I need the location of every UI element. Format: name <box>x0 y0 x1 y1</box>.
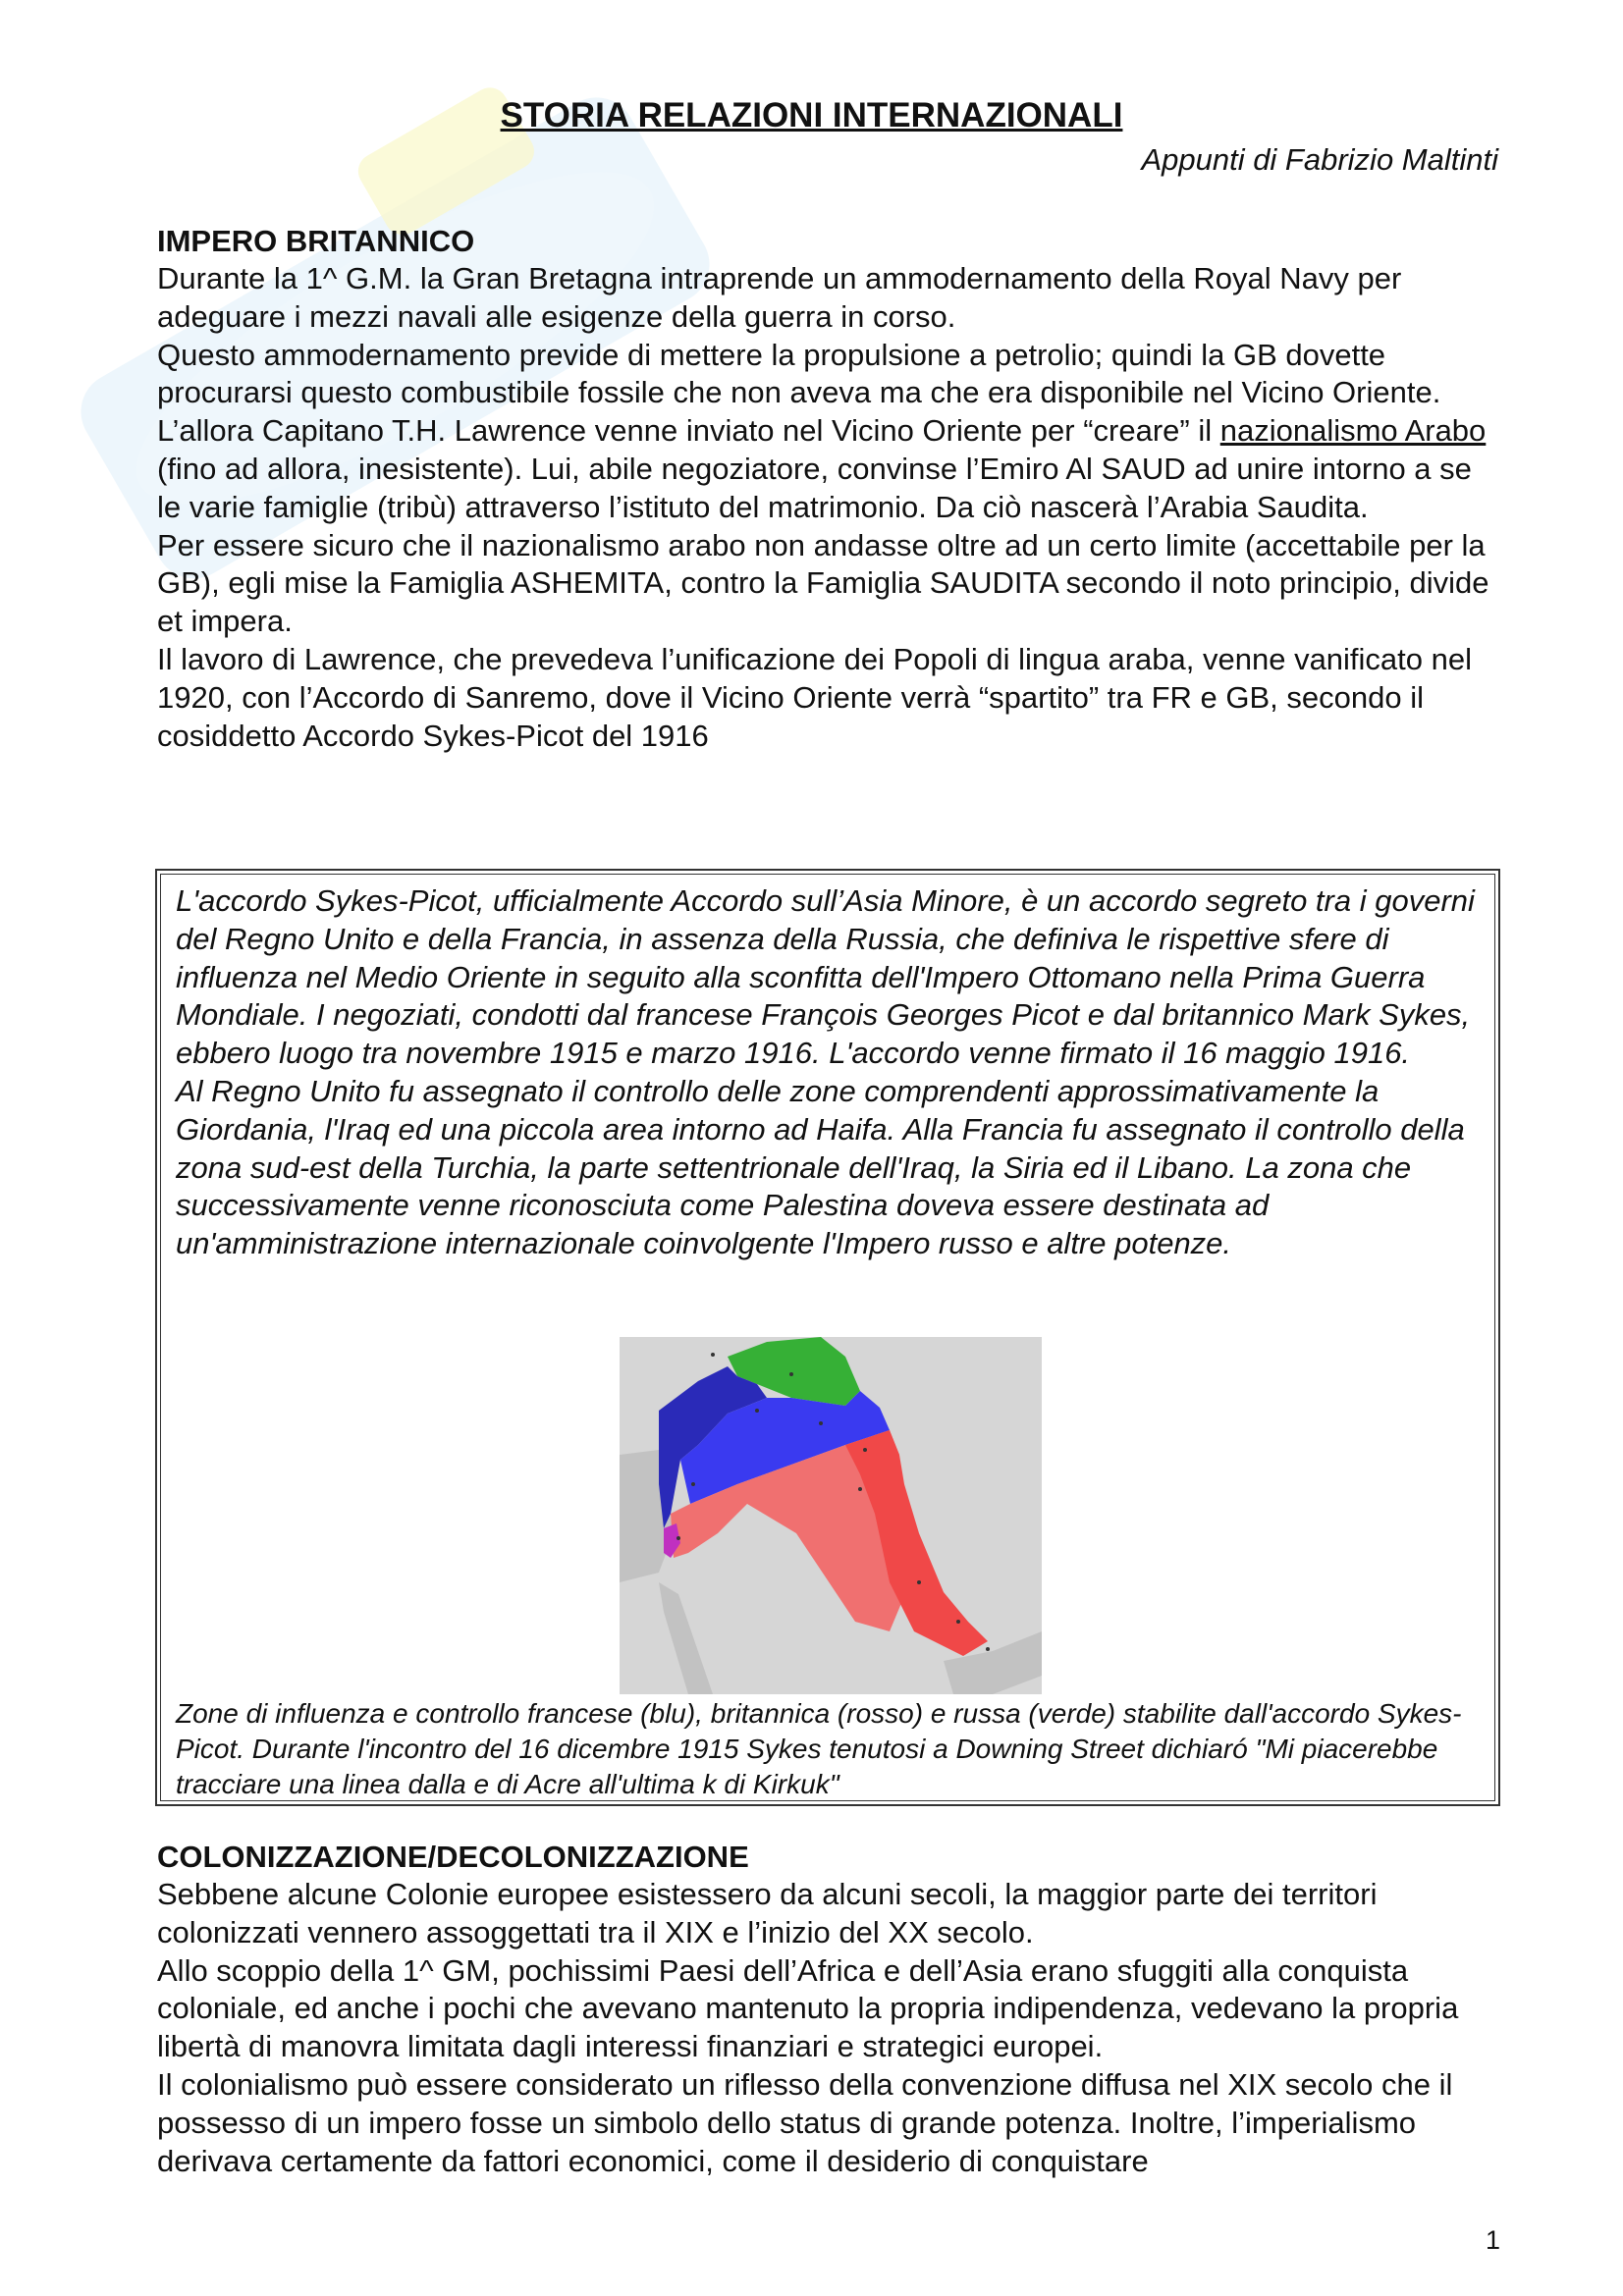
quote-box <box>155 869 1500 1806</box>
sykes-picot-map <box>620 1337 1042 1694</box>
paragraph-text: (fino ad allora, inesistente). Lui, abile negoziatore, convinse l’Emiro Al SAUD ad unire intorno a se le varie famiglie (tribù) attraverso l’istituto del matrimonio. Da ciò nascerà l’Arabia Saudita. <box>157 451 1472 524</box>
paragraph: Il lavoro di Lawrence, che prevedeva l’unificazione dei Popoli di lingua araba, venne vanificato nel 1920, con l’Accordo di Sanremo, dove il Vicino Oriente verrà “spartito” tra FR e GB, secondo il cosiddetto Accordo Sykes-Picot del 1916 <box>157 641 1473 753</box>
section-heading: COLONIZZAZIONE/DECOLONIZZAZIONE <box>157 1840 749 1874</box>
document-author: Appunti di Fabrizio Maltinti <box>1141 142 1498 177</box>
paragraph: Durante la 1^ G.M. la Gran Bretagna intraprende un ammodernamento della Royal Navy per adeguare i mezzi navali alle esigenze della guerra in corso. <box>157 261 1402 334</box>
section-heading: IMPERO BRITANNICO <box>157 224 475 258</box>
paragraph-text: L’allora Capitano T.H. Lawrence venne inviato nel Vicino Oriente per “creare” il <box>157 413 1213 449</box>
paragraph: Per essere sicuro che il nazionalismo arabo non andasse oltre ad un certo limite (accettabile per la GB), egli mise la Famiglia ASHEMITA, contro la Famiglia SAUDITA secondo il noto principio, divide et impera. <box>157 527 1489 639</box>
box-paragraph: L'accordo Sykes-Picot, ufficialmente Accordo sull’Asia Minore, è un accordo segreto tra i governi del Regno Unito e della Francia, in assenza della Russia, che definiva le rispettive sfere di influenza nel Medio Oriente in seguito alla sconfitta dell'Impero Ottomano nella Prima Guerra Mondiale. I negoziati, condotti dal francese François Georges Picot e dal britannico Mark Sykes, ebbero luogo tra novembre 1915 e marzo 1916. L'accordo venne firmato il 16 maggio 1916. <box>176 883 1475 1071</box>
paragraph: Questo ammodernamento previde di mettere la propulsione a petrolio; quindi la GB dovette procurarsi questo combustibile fossile che non aveva ma che era disponibile nel Vicino Oriente. <box>157 337 1441 410</box>
page-number: 1 <box>1485 2225 1500 2255</box>
paragraph: Il colonialismo può essere considerato un riflesso della convenzione diffusa nel XIX secolo che il possesso di un impero fosse un simbolo dello status di grande potenza. Inoltre, l’imperialismo derivava certamente da fattori economici, come il desiderio di conquistare <box>157 2066 1453 2178</box>
map-caption: Zone di influenza e controllo francese (blu), britannica (rosso) e russa (verde) stabilite dall'accordo Sykes-Picot. Durante l'incontro del 16 dicembre 1915 Sykes tenutosi a Downing Street dichiaró "Mi piacerebbe tracciare una linea dalla e di Acre all'ultima k di Kirkuk" <box>176 1698 1462 1799</box>
box-paragraph: Al Regno Unito fu assegnato il controllo delle zone comprendenti approssimativamente la Giordania, l'Iraq ed una piccola area intorno ad Haifa. Alla Francia fu assegnato il controllo della zona sud-est della Turchia, la parte settentrionale dell'Iraq, la Siria ed il Libano. La zona che successivamente venne riconosciuta come Palestina doveva essere destinata ad un'amministrazione internazionale coinvolgente l'Impero russo e altre potenze. <box>176 1073 1465 1261</box>
paragraph <box>157 412 1492 526</box>
section-impero-britannico <box>157 222 1492 755</box>
paragraph: Sebbene alcune Colonie europee esistessero da alcuni secoli, la maggior parte dei territori colonizzati vennero assoggettati tra il XIX e l’inizio del XX secolo. <box>157 1877 1378 1949</box>
quote-box-inner <box>160 874 1495 1801</box>
underlined-term: nazionalismo Arabo <box>1219 413 1487 449</box>
map-image <box>620 1337 1042 1694</box>
document-title: STORIA RELAZIONI INTERNAZIONALI <box>500 96 1123 134</box>
section-colonizzazione <box>157 1838 1492 2180</box>
paragraph: Allo scoppio della 1^ GM, pochissimi Paesi dell’Africa e dell’Asia erano sfuggiti alla conquista coloniale, ed anche i pochi che avevano mantenuto la propria indipendenza, vedevano la propria libertà di manovra limitata dagli interessi finanziari e strategici europei. <box>157 1952 1459 2064</box>
